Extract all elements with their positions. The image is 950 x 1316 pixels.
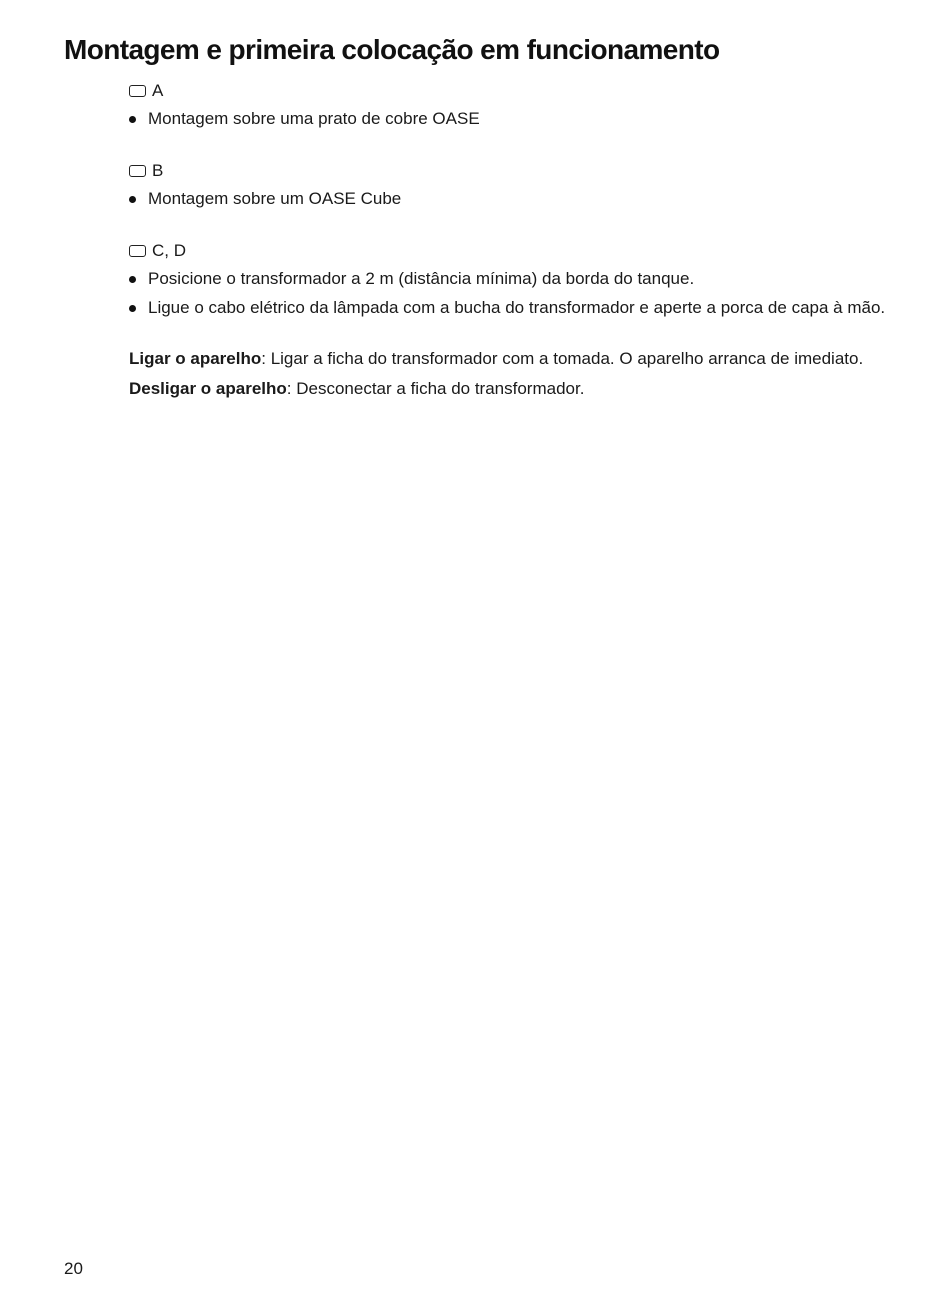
content	[129, 78, 889, 406]
figure-reference	[129, 238, 889, 263]
page-number: 20	[64, 1259, 83, 1278]
bullet-list	[129, 186, 889, 211]
bullet-list	[129, 106, 889, 131]
figure-reference-icon	[129, 165, 146, 177]
figure-reference-icon	[129, 85, 146, 97]
page-title: Montagem e primeira colocação em funcionamento	[64, 34, 720, 65]
section-figure-a	[129, 78, 889, 131]
list-item: Posicione o transformador a 2 m (distância mínima) da borda do tanque.	[129, 266, 889, 291]
list-item: Montagem sobre um OASE Cube	[129, 186, 889, 211]
figure-reference	[129, 158, 889, 183]
switch-on-text: : Ligar a ficha do transformador com a tomada. O aparelho arranca de imediato.	[261, 349, 864, 368]
section-figure-c-d	[129, 238, 889, 320]
list-item: Montagem sobre uma prato de cobre OASE	[129, 106, 889, 131]
list-item: Ligue o cabo elétrico da lâmpada com a bucha do transformador e aperte a porca de capa à mão.	[129, 295, 889, 320]
switch-off-label: Desligar o aparelho	[129, 379, 287, 398]
switch-off-instruction	[129, 376, 889, 401]
bullet-list	[129, 266, 889, 320]
figure-reference-icon	[129, 245, 146, 257]
figure-label: A	[152, 81, 164, 100]
switch-on-label: Ligar o aparelho	[129, 349, 262, 368]
switch-on-instruction	[129, 346, 889, 371]
figure-label: B	[152, 161, 164, 180]
switch-off-text: : Desconectar a ficha do transformador.	[286, 379, 585, 398]
section-figure-b	[129, 158, 889, 211]
figure-label: C, D	[152, 241, 186, 260]
figure-reference	[129, 78, 889, 103]
